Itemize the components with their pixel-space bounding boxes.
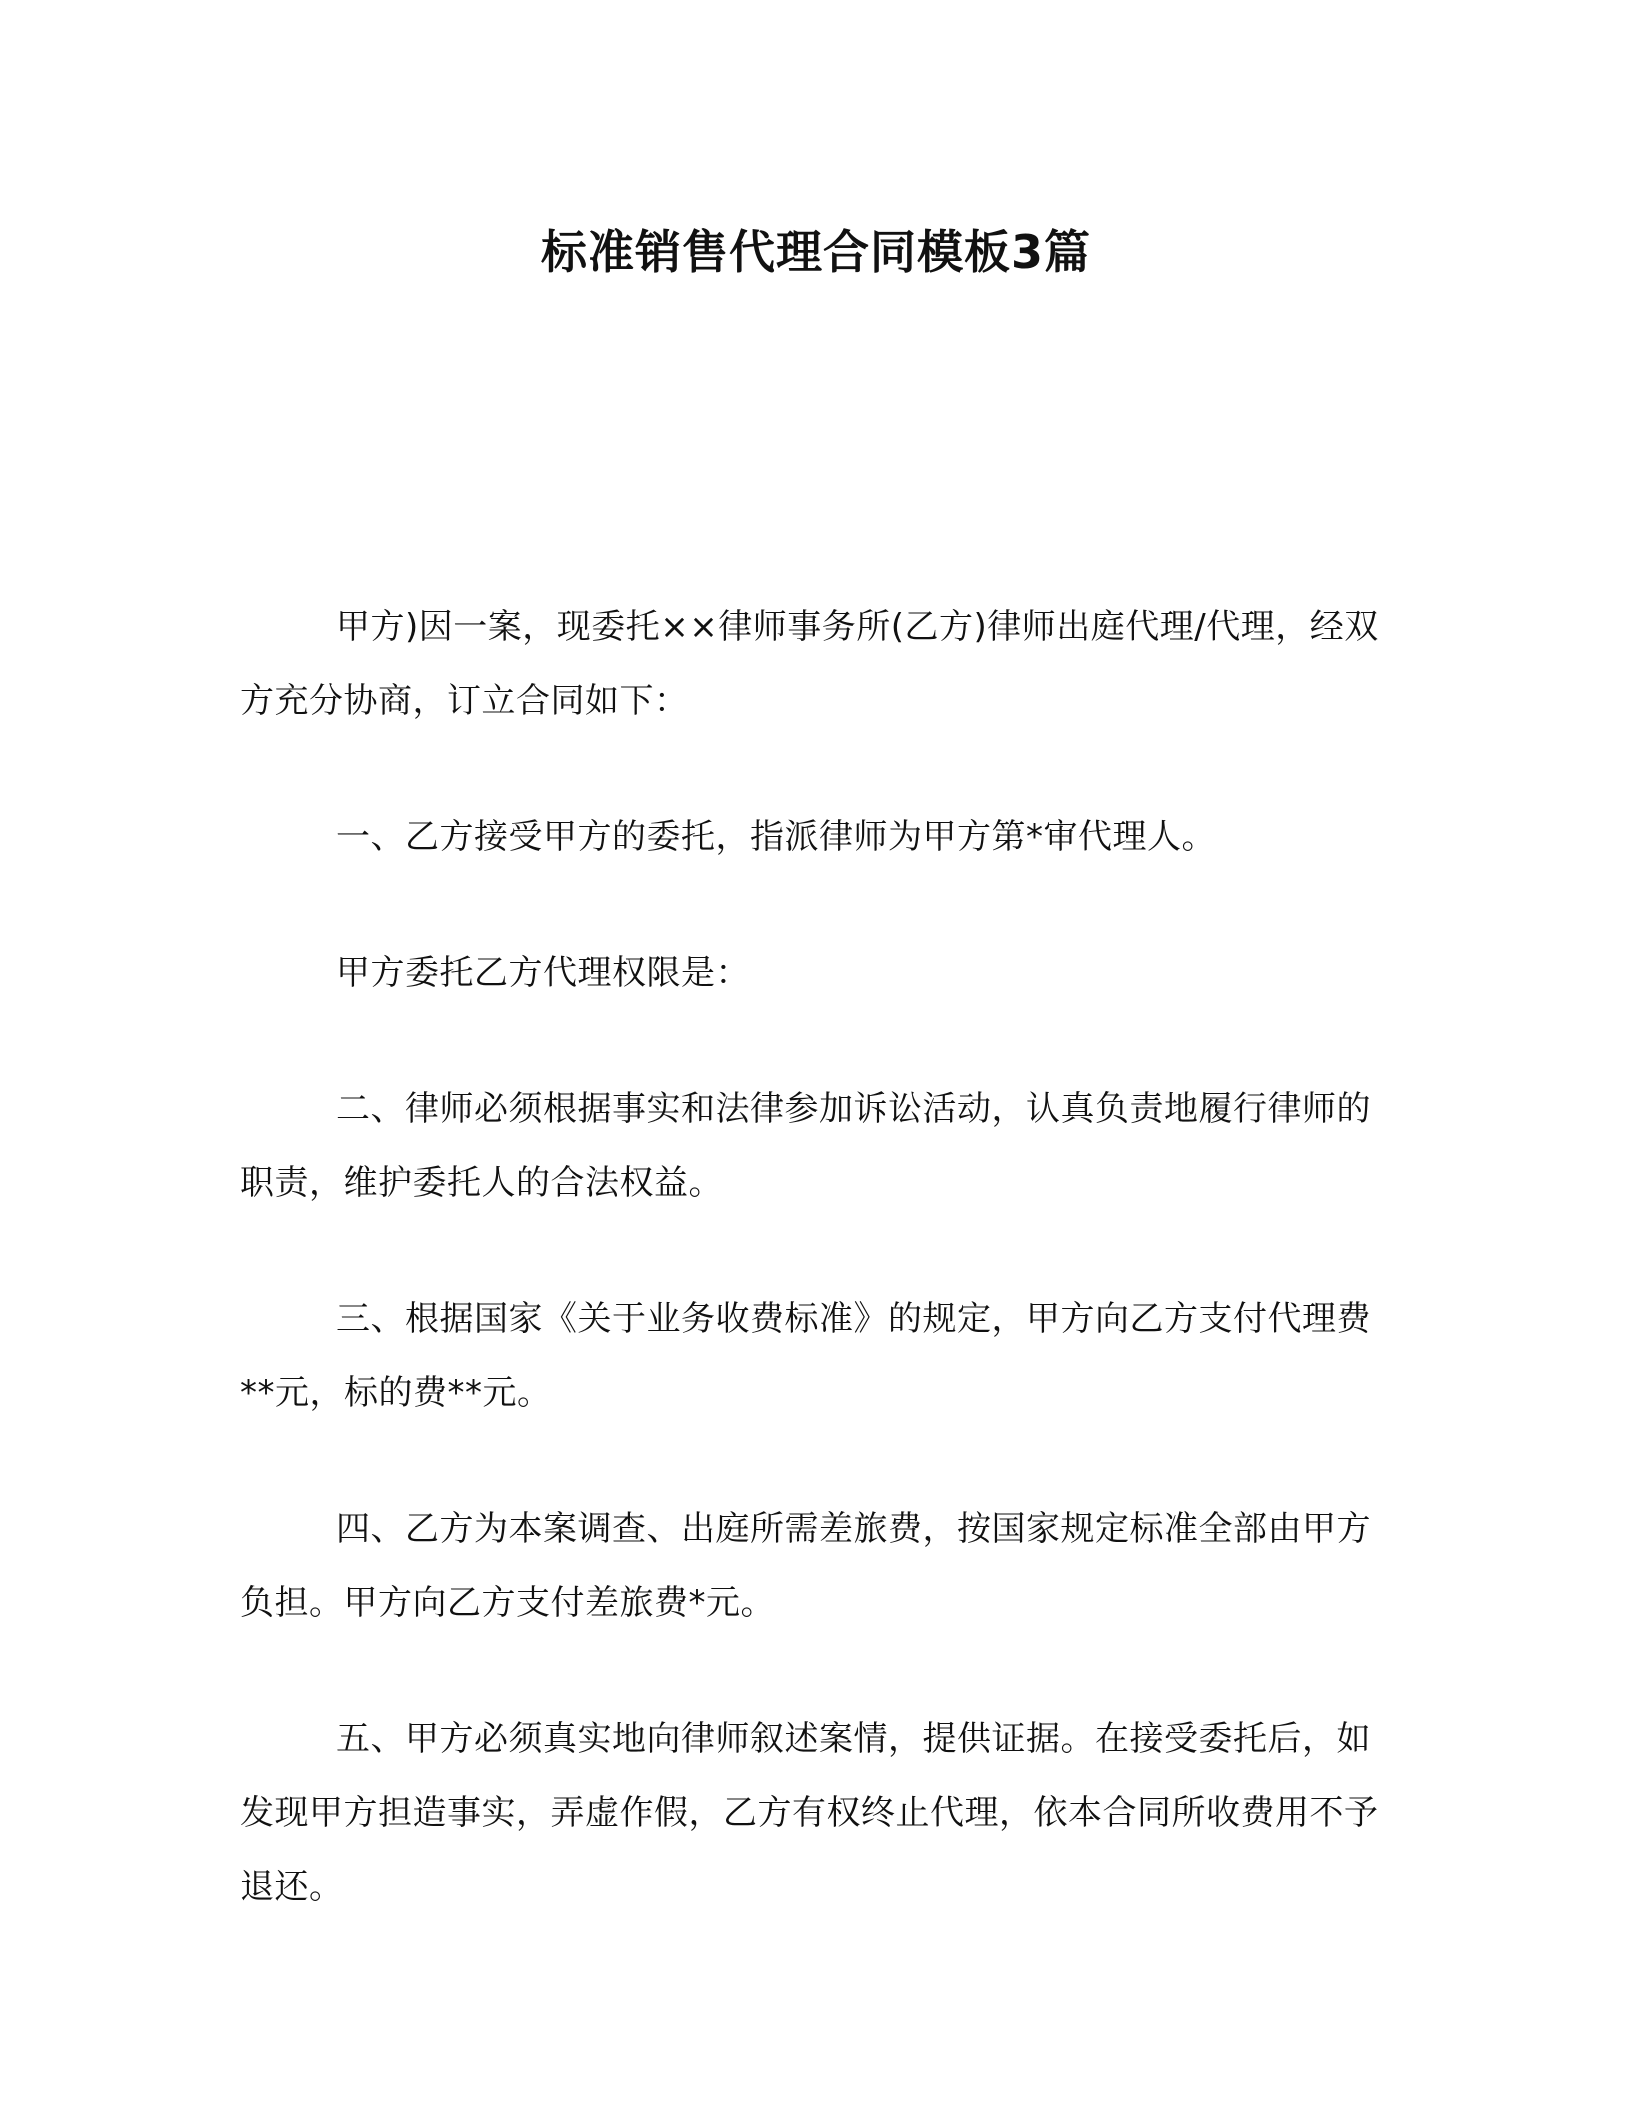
paragraph-clause-4: 四、乙方为本案调查、出庭所需差旅费，按国家规定标准全部由甲方负担。甲方向乙方支付差旅费*元。 — [240, 1509, 1371, 1623]
paragraph-clause-1: 一、乙方接受甲方的委托，指派律师为甲方第*审代理人。 — [336, 817, 1216, 857]
paragraph-clause-3: 三、根据国家《关于业务收费标准》的规定，甲方向乙方支付代理费**元，标的费**元。 — [240, 1299, 1371, 1413]
document-body — [240, 590, 1396, 1986]
paragraph-intro: 甲方)因一案，现委托××律师事务所(乙方)律师出庭代理/代理，经双方充分协商，订立合同如下： — [240, 607, 1379, 721]
document-title: 标准销售代理合同模板3篇 — [540, 225, 1091, 279]
paragraph-clause-2: 二、律师必须根据事实和法律参加诉讼活动，认真负责地履行律师的职责，维护委托人的合法权益。 — [240, 1089, 1371, 1203]
paragraph-authority: 甲方委托乙方代理权限是： — [336, 953, 750, 993]
paragraph-clause-5: 五、甲方必须真实地向律师叙述案情，提供证据。在接受委托后，如发现甲方担造事实，弄虚作假，乙方有权终止代理，依本合同所收费用不予退还。 — [240, 1719, 1379, 1907]
